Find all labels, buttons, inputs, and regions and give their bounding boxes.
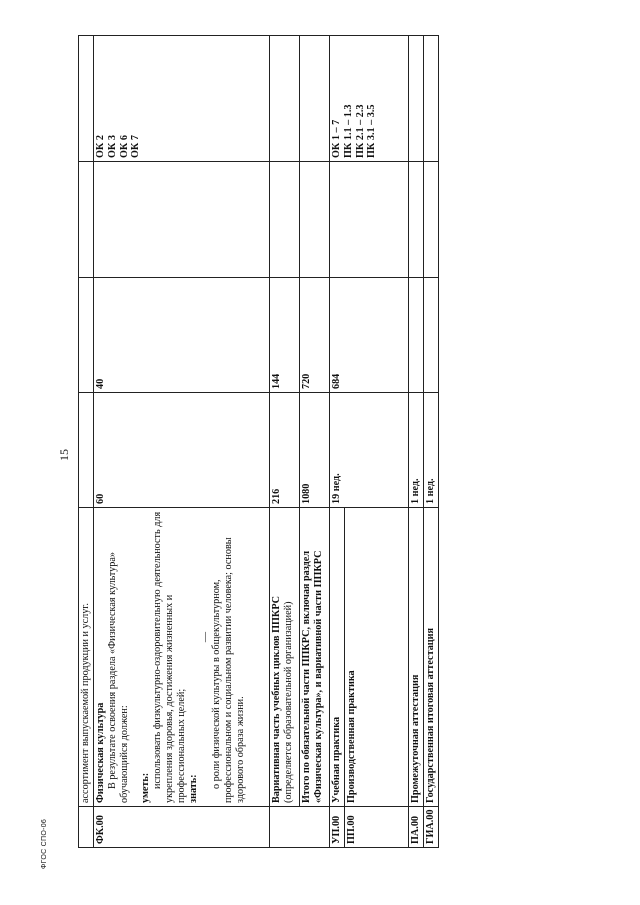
fk-competence: ОК 3 [106,135,118,158]
table-row-variative [270,36,300,848]
cell-code-variative [270,807,300,848]
fk-znat-label: знать: [187,774,199,803]
fk-competence: ОК 2 [95,135,106,158]
cell-name-fk [94,508,270,807]
cell-empty-itogo [300,162,330,278]
fk-intro: В результате освоения раздела «Физическая культура» обучающийся должен: [106,552,130,803]
fk-spacer [130,511,140,803]
cell-code-pa: ПА.00 [409,807,424,848]
cell-hours-up: 684 [330,278,409,393]
footer-code: ФГОС СПО-06 [41,818,48,869]
cell-total-gia: 1 нед. [424,393,439,508]
cell-hours-fk: 40 [94,278,270,393]
cell-total-continuation [79,393,94,508]
fk-competence: ОК 6 [118,135,130,158]
cell-comp-gia [424,36,439,162]
cell-name-itogo: Итого по обязательной части ППКРС, включая раздел «Физическая культура», и вариативной части ППКРС [300,508,330,807]
cell-code-up: УП.00 [330,807,345,848]
table-row-up [330,36,345,848]
fk-znat-text: о роли физической культуры в общекультурном, профессиональном и социальном развитии человека; основы здорового образа жизни. [211,537,247,803]
cell-name-gia: Государственная итоговая аттестация [424,508,439,807]
curriculum-table [78,35,439,848]
cell-empty-pa [409,162,424,278]
cell-hours-continuation [79,278,94,393]
cell-hours-pa [409,278,424,393]
cell-name-pp: Производственная практика [345,508,409,807]
cell-name-variative [270,508,300,807]
cell-empty-fk [94,162,270,278]
table-row-continuation [79,36,94,848]
table-row-pa [409,36,424,848]
cell-code-fk: ФК.00 [94,807,270,848]
cell-comp-up [330,36,409,162]
cell-name-continuation: ассортимент выпускаемой продукции и услуг. [79,508,94,807]
fk-competence: ОК 7 [130,135,142,158]
cell-total-itogo: 1080 [300,393,330,508]
curriculum-table-rotated [78,36,438,848]
variative-title: Вариативная часть учебных циклов ППКРС [271,595,282,803]
cell-total-up: 19 нед. [330,393,409,508]
cell-code-pp: ПП.00 [345,807,409,848]
cell-comp-pa [409,36,424,162]
cell-name-up: Учебная практика [330,508,345,807]
cell-empty-continuation [79,162,94,278]
fk-umet-label: уметь: [140,772,152,803]
variative-note: (определяется образовательной организацией) [282,601,294,803]
cell-total-pa: 1 нед. [409,393,424,508]
fk-umet-text: использовать физкультурно-оздоровительную деятельность для укрепления здоровья, достижения жизненных и профессиональных целей; [152,511,187,803]
cell-comp-itogo [300,36,330,162]
cell-empty-up [330,162,409,278]
cell-comp-variative [270,36,300,162]
cell-total-variative: 216 [270,393,300,508]
table-row-fk [94,36,270,848]
up-competence: ПК 2.1 – 2.3 [354,104,366,158]
table-row-gia [424,36,439,848]
cell-hours-gia [424,278,439,393]
cell-empty-gia [424,162,439,278]
up-competence: ОК 1 – 7 [331,119,342,158]
up-competence: ПК 3.1 – 3.5 [366,104,378,158]
cell-empty-variative [270,162,300,278]
cell-code-continuation [79,807,94,848]
fk-dash: — [199,631,211,643]
cell-total-fk: 60 [94,393,270,508]
fk-title: Физическая культура [95,702,106,803]
cell-code-gia: ГИА.00 [424,807,439,848]
cell-code-itogo [300,807,330,848]
cell-comp-fk [94,36,270,162]
page-number: 15 [57,449,71,461]
cell-hours-variative: 144 [270,278,300,393]
cell-hours-itogo: 720 [300,278,330,393]
cell-name-pa: Промежуточная аттестация [409,508,424,807]
table-row-itogo [300,36,330,848]
up-competence: ПК 1.1 – 1.3 [342,104,354,158]
cell-comp-continuation [79,36,94,162]
